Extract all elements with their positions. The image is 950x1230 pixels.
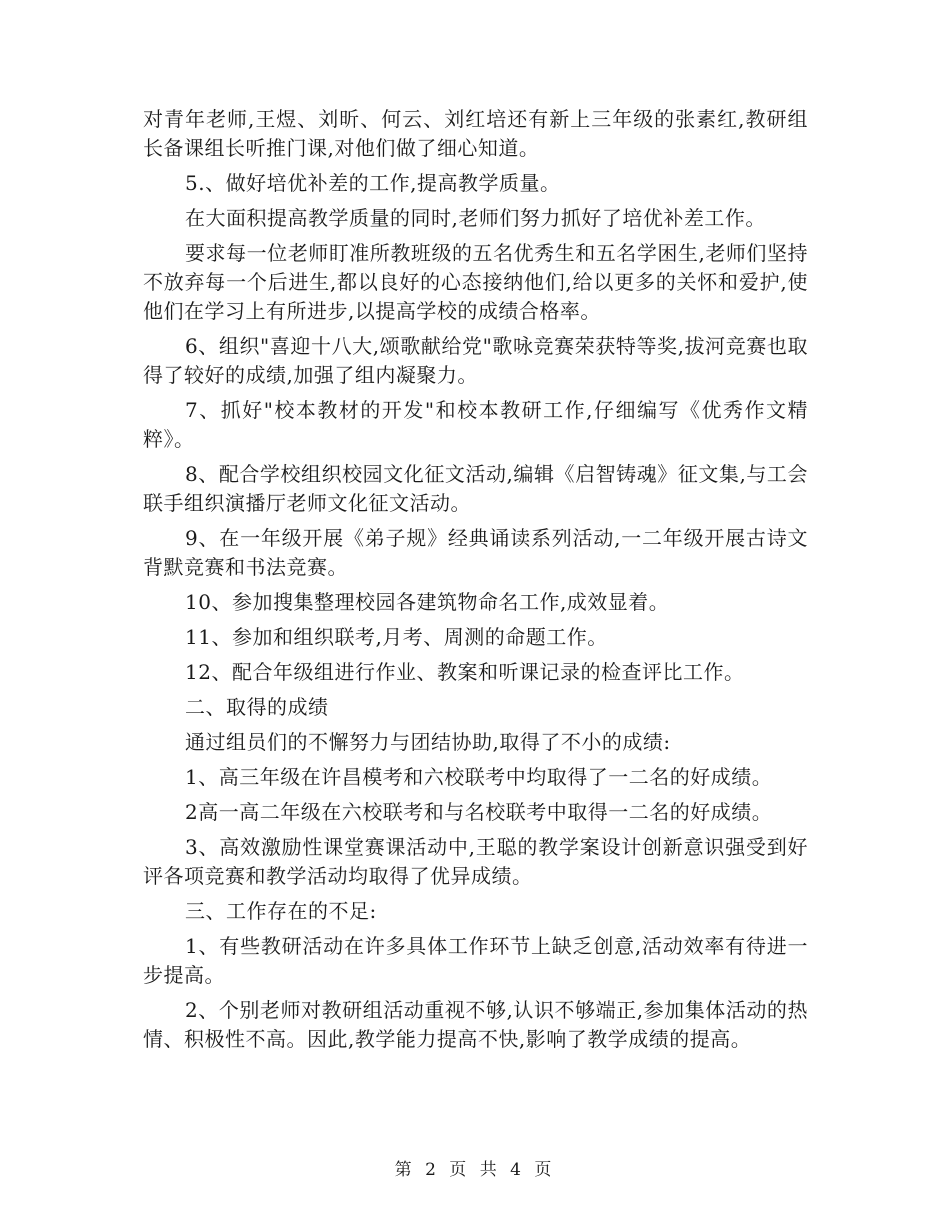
- paragraph-11: 12、配合年级组进行作业、教案和听课记录的检查评比工作。: [185, 660, 745, 684]
- page-footer: 第 2 页 共 4 页: [394, 1160, 556, 1180]
- paragraph-1: 对青年老师,王煜、刘昕、何云、刘红培还有新上三年级的张素红,教研组长备课组长听推门课,对他们做了细心知道。: [143, 107, 808, 160]
- paragraph-6: 7、抓好"校本教材的开发"和校本教研工作,仔细编写《优秀作文精粹》。: [143, 398, 808, 451]
- paragraph-5: 6、组织"喜迎十八大,颂歌献给党"歌咏竞赛荣获特等奖,拔河竞赛也取得了较好的成绩,加强了组内凝聚力。: [143, 334, 808, 387]
- paragraph-10: 11、参加和组织联考,月考、周测的命题工作。: [185, 625, 608, 649]
- paragraph-16: 3、高效激励性课堂赛课活动中,王聪的教学案设计创新意识强受到好评各项竞赛和教学活动均取得了优异成绩。: [143, 835, 808, 888]
- paragraph-9: 10、参加搜集整理校园各建筑物命名工作,成效显着。: [185, 590, 670, 614]
- paragraph-15: 2高一高二年级在六校联考和与名校联考中取得一二名的好成绩。: [185, 800, 773, 824]
- paragraph-13: 通过组员们的不懈努力与团结协助,取得了不小的成绩:: [185, 730, 671, 754]
- section-heading-shortcomings: 三、工作存在的不足:: [185, 899, 377, 923]
- section-heading-achievements: 二、取得的成绩: [185, 695, 329, 719]
- paragraph-2: 5.、做好培优补差的工作,提高教学质量。: [185, 171, 561, 195]
- paragraph-14: 1、高三年级在许昌模考和六校联考中均取得了一二名的好成绩。: [185, 765, 773, 789]
- paragraph-7: 8、配合学校组织校园文化征文活动,编辑《启智铸魂》征文集,与工会联手组织演播厅老师文化征文活动。: [143, 462, 808, 515]
- paragraph-19: 2、个别老师对教研组活动重视不够,认识不够端正,参加集体活动的热情、积极性不高。因此,教学能力提高不快,影响了教学成绩的提高。: [143, 998, 808, 1051]
- paragraph-8: 9、在一年级开展《弟子规》经典诵读系列活动,一二年级开展古诗文背默竞赛和书法竞赛。: [143, 526, 808, 579]
- paragraph-18: 1、有些教研活动在许多具体工作环节上缺乏创意,活动效率有待进一步提高。: [143, 934, 808, 987]
- paragraph-3: 在大面积提高教学质量的同时,老师们努力抓好了培优补差工作。: [185, 206, 766, 230]
- paragraph-4: 要求每一位老师盯准所教班级的五名优秀生和五名学困生,老师们坚持不放弃每一个后进生,都以良好的心态接纳他们,给以更多的关怀和爱护,使他们在学习上有所进步,以提高学校的成绩合格率。: [143, 241, 808, 323]
- document-body: [143, 105, 808, 1060]
